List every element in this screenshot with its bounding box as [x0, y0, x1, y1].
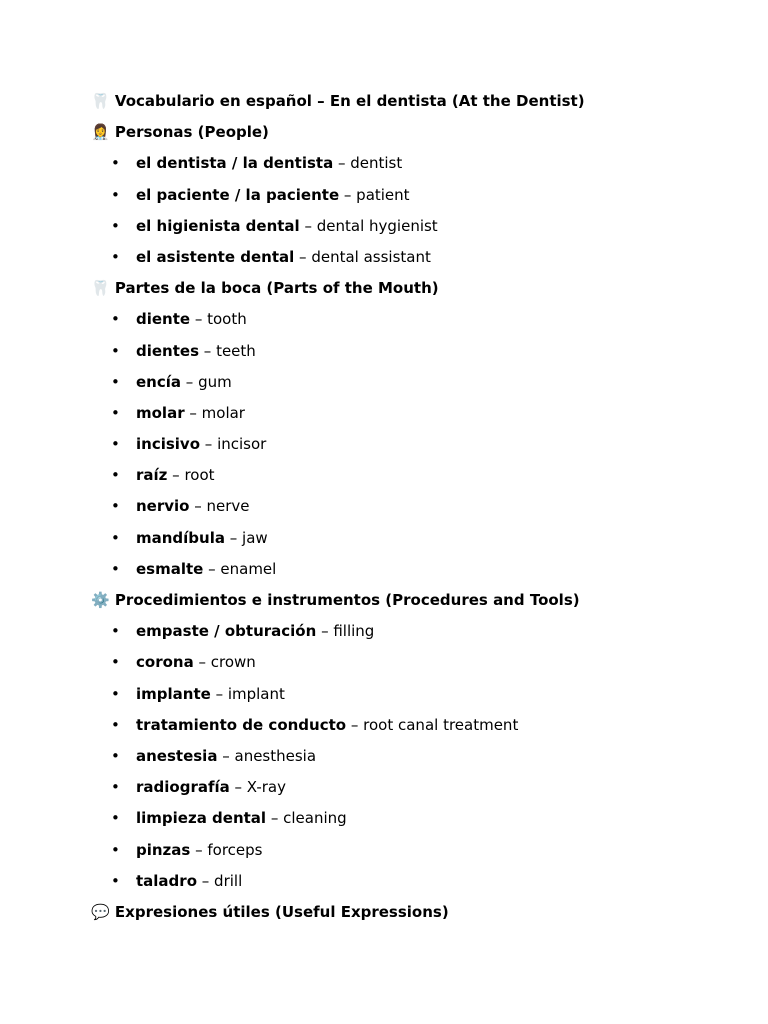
bullet-icon: • [111, 715, 120, 734]
tooth-icon: 🦷 [91, 92, 110, 110]
bullet-icon: • [111, 778, 120, 797]
vocabulary-item [91, 528, 731, 559]
bullet-icon: • [111, 372, 120, 391]
gear-icon: ⚙️ [91, 591, 110, 609]
bullet-icon: • [111, 622, 120, 641]
english-meaning: jaw [242, 528, 268, 547]
vocabulary-item [91, 309, 731, 340]
spanish-term: raíz [136, 466, 168, 485]
separator: – [225, 528, 243, 547]
separator: – [167, 466, 185, 485]
vocabulary-list [91, 621, 731, 902]
spanish-term: el paciente / la paciente [136, 185, 340, 204]
vocabulary-item [91, 746, 731, 777]
separator: – [190, 310, 208, 329]
vocabulary-item [91, 621, 731, 652]
spanish-term: implante [136, 684, 211, 703]
vocabulary-item [91, 808, 731, 839]
vocabulary-item [91, 652, 731, 683]
separator: – [333, 154, 351, 173]
section-heading [91, 590, 731, 621]
spanish-term: el dentista / la dentista [136, 154, 334, 173]
vocabulary-item [91, 247, 731, 278]
document-title [91, 91, 731, 122]
english-meaning: enamel [220, 559, 277, 578]
bullet-icon: • [111, 528, 120, 547]
spanish-term: corona [136, 653, 194, 672]
bullet-icon: • [111, 684, 120, 703]
vocabulary-document [91, 91, 731, 933]
spanish-term: radiografía [136, 778, 230, 797]
sections-container [91, 122, 731, 933]
section-useful-expressions [91, 902, 731, 933]
english-meaning: dental assistant [311, 247, 431, 266]
english-meaning: root [184, 466, 215, 485]
bullet-icon: • [111, 341, 120, 360]
bullet-icon: • [111, 466, 120, 485]
english-meaning: incisor [217, 435, 267, 454]
bullet-icon: • [111, 746, 120, 765]
vocabulary-list [91, 309, 731, 590]
bullet-icon: • [111, 216, 120, 235]
separator: – [299, 216, 317, 235]
vocabulary-item [91, 341, 731, 372]
speech-bubble-icon: 💬 [91, 902, 110, 921]
section-heading-text: Partes de la boca (Parts of the Mouth) [114, 279, 439, 298]
vocabulary-item [91, 715, 731, 746]
vocabulary-item [91, 777, 731, 808]
english-meaning: root canal treatment [363, 715, 519, 734]
spanish-term: empaste / obturación [136, 622, 317, 641]
vocabulary-item [91, 185, 731, 216]
separator: – [199, 341, 217, 360]
separator: – [181, 372, 199, 391]
vocabulary-item [91, 840, 731, 871]
english-meaning: teeth [216, 341, 256, 360]
vocabulary-list [91, 153, 731, 278]
spanish-term: molar [136, 403, 185, 422]
bullet-icon: • [111, 840, 120, 859]
bullet-icon: • [111, 154, 120, 173]
english-meaning: drill [214, 871, 243, 890]
section-heading [91, 902, 731, 933]
english-meaning: implant [227, 684, 285, 703]
english-meaning: dental hygienist [316, 216, 438, 235]
english-meaning: molar [201, 403, 245, 422]
section-heading-text: Personas (People) [114, 123, 269, 142]
english-meaning: crown [210, 653, 256, 672]
vocabulary-item [91, 403, 731, 434]
bullet-icon: • [111, 809, 120, 828]
bullet-icon: • [111, 653, 120, 672]
separator: – [316, 622, 334, 641]
separator: – [346, 715, 364, 734]
section-heading [91, 122, 731, 153]
spanish-term: dientes [136, 341, 200, 360]
vocabulary-item [91, 153, 731, 184]
english-meaning: cleaning [283, 809, 347, 828]
vocabulary-item [91, 684, 731, 715]
spanish-term: mandíbula [136, 528, 225, 547]
section-heading [91, 278, 731, 309]
spanish-term: incisivo [136, 435, 201, 454]
english-meaning: filling [333, 622, 375, 641]
spanish-term: limpieza dental [136, 809, 267, 828]
spanish-term: encía [136, 372, 182, 391]
separator: – [294, 247, 312, 266]
vocabulary-item [91, 465, 731, 496]
separator: – [184, 403, 202, 422]
vocabulary-item [91, 871, 731, 902]
separator: – [193, 653, 211, 672]
english-meaning: dentist [350, 154, 403, 173]
vocabulary-item [91, 496, 731, 527]
separator: – [217, 746, 235, 765]
separator: – [190, 840, 208, 859]
english-meaning: gum [198, 372, 232, 391]
section-parts-of-mouth [91, 278, 731, 590]
english-meaning: tooth [207, 310, 247, 329]
english-meaning: patient [356, 185, 410, 204]
spanish-term: tratamiento de conducto [136, 715, 347, 734]
bullet-icon: • [111, 497, 120, 516]
bullet-icon: • [111, 310, 120, 329]
spanish-term: diente [136, 310, 191, 329]
separator: – [200, 435, 218, 454]
vocabulary-item [91, 372, 731, 403]
bullet-icon: • [111, 871, 120, 890]
spanish-term: esmalte [136, 559, 204, 578]
tooth-icon: 🦷 [91, 279, 110, 298]
section-heading-text: Expresiones útiles (Useful Expressions) [114, 902, 449, 921]
separator: – [266, 809, 284, 828]
spanish-term: taladro [136, 871, 197, 890]
spanish-term: nervio [136, 497, 190, 516]
separator: – [189, 497, 207, 516]
vocabulary-item [91, 216, 731, 247]
spanish-term: anestesia [136, 746, 218, 765]
bullet-icon: • [111, 435, 120, 454]
bullet-icon: • [111, 247, 120, 266]
bullet-icon: • [111, 559, 120, 578]
bullet-icon: • [111, 403, 120, 422]
vocabulary-item [91, 434, 731, 465]
vocabulary-item [91, 559, 731, 590]
spanish-term: el higienista dental [136, 216, 300, 235]
spanish-term: pinzas [136, 840, 191, 859]
section-people [91, 122, 731, 278]
separator: – [210, 684, 228, 703]
document-title-text: Vocabulario en español – En el dentista (At the Dentist) [114, 92, 585, 110]
spanish-term: el asistente dental [136, 247, 295, 266]
bullet-icon: • [111, 185, 120, 204]
separator: – [339, 185, 357, 204]
separator: – [197, 871, 215, 890]
english-meaning: forceps [207, 840, 263, 859]
separator: – [203, 559, 221, 578]
english-meaning: nerve [206, 497, 250, 516]
health-worker-icon: 👩‍⚕️ [91, 123, 110, 142]
english-meaning: X-ray [246, 778, 286, 797]
section-procedures-tools [91, 590, 731, 902]
separator: – [229, 778, 247, 797]
section-heading-text: Procedimientos e instrumentos (Procedures and Tools) [114, 591, 580, 609]
english-meaning: anesthesia [234, 746, 317, 765]
